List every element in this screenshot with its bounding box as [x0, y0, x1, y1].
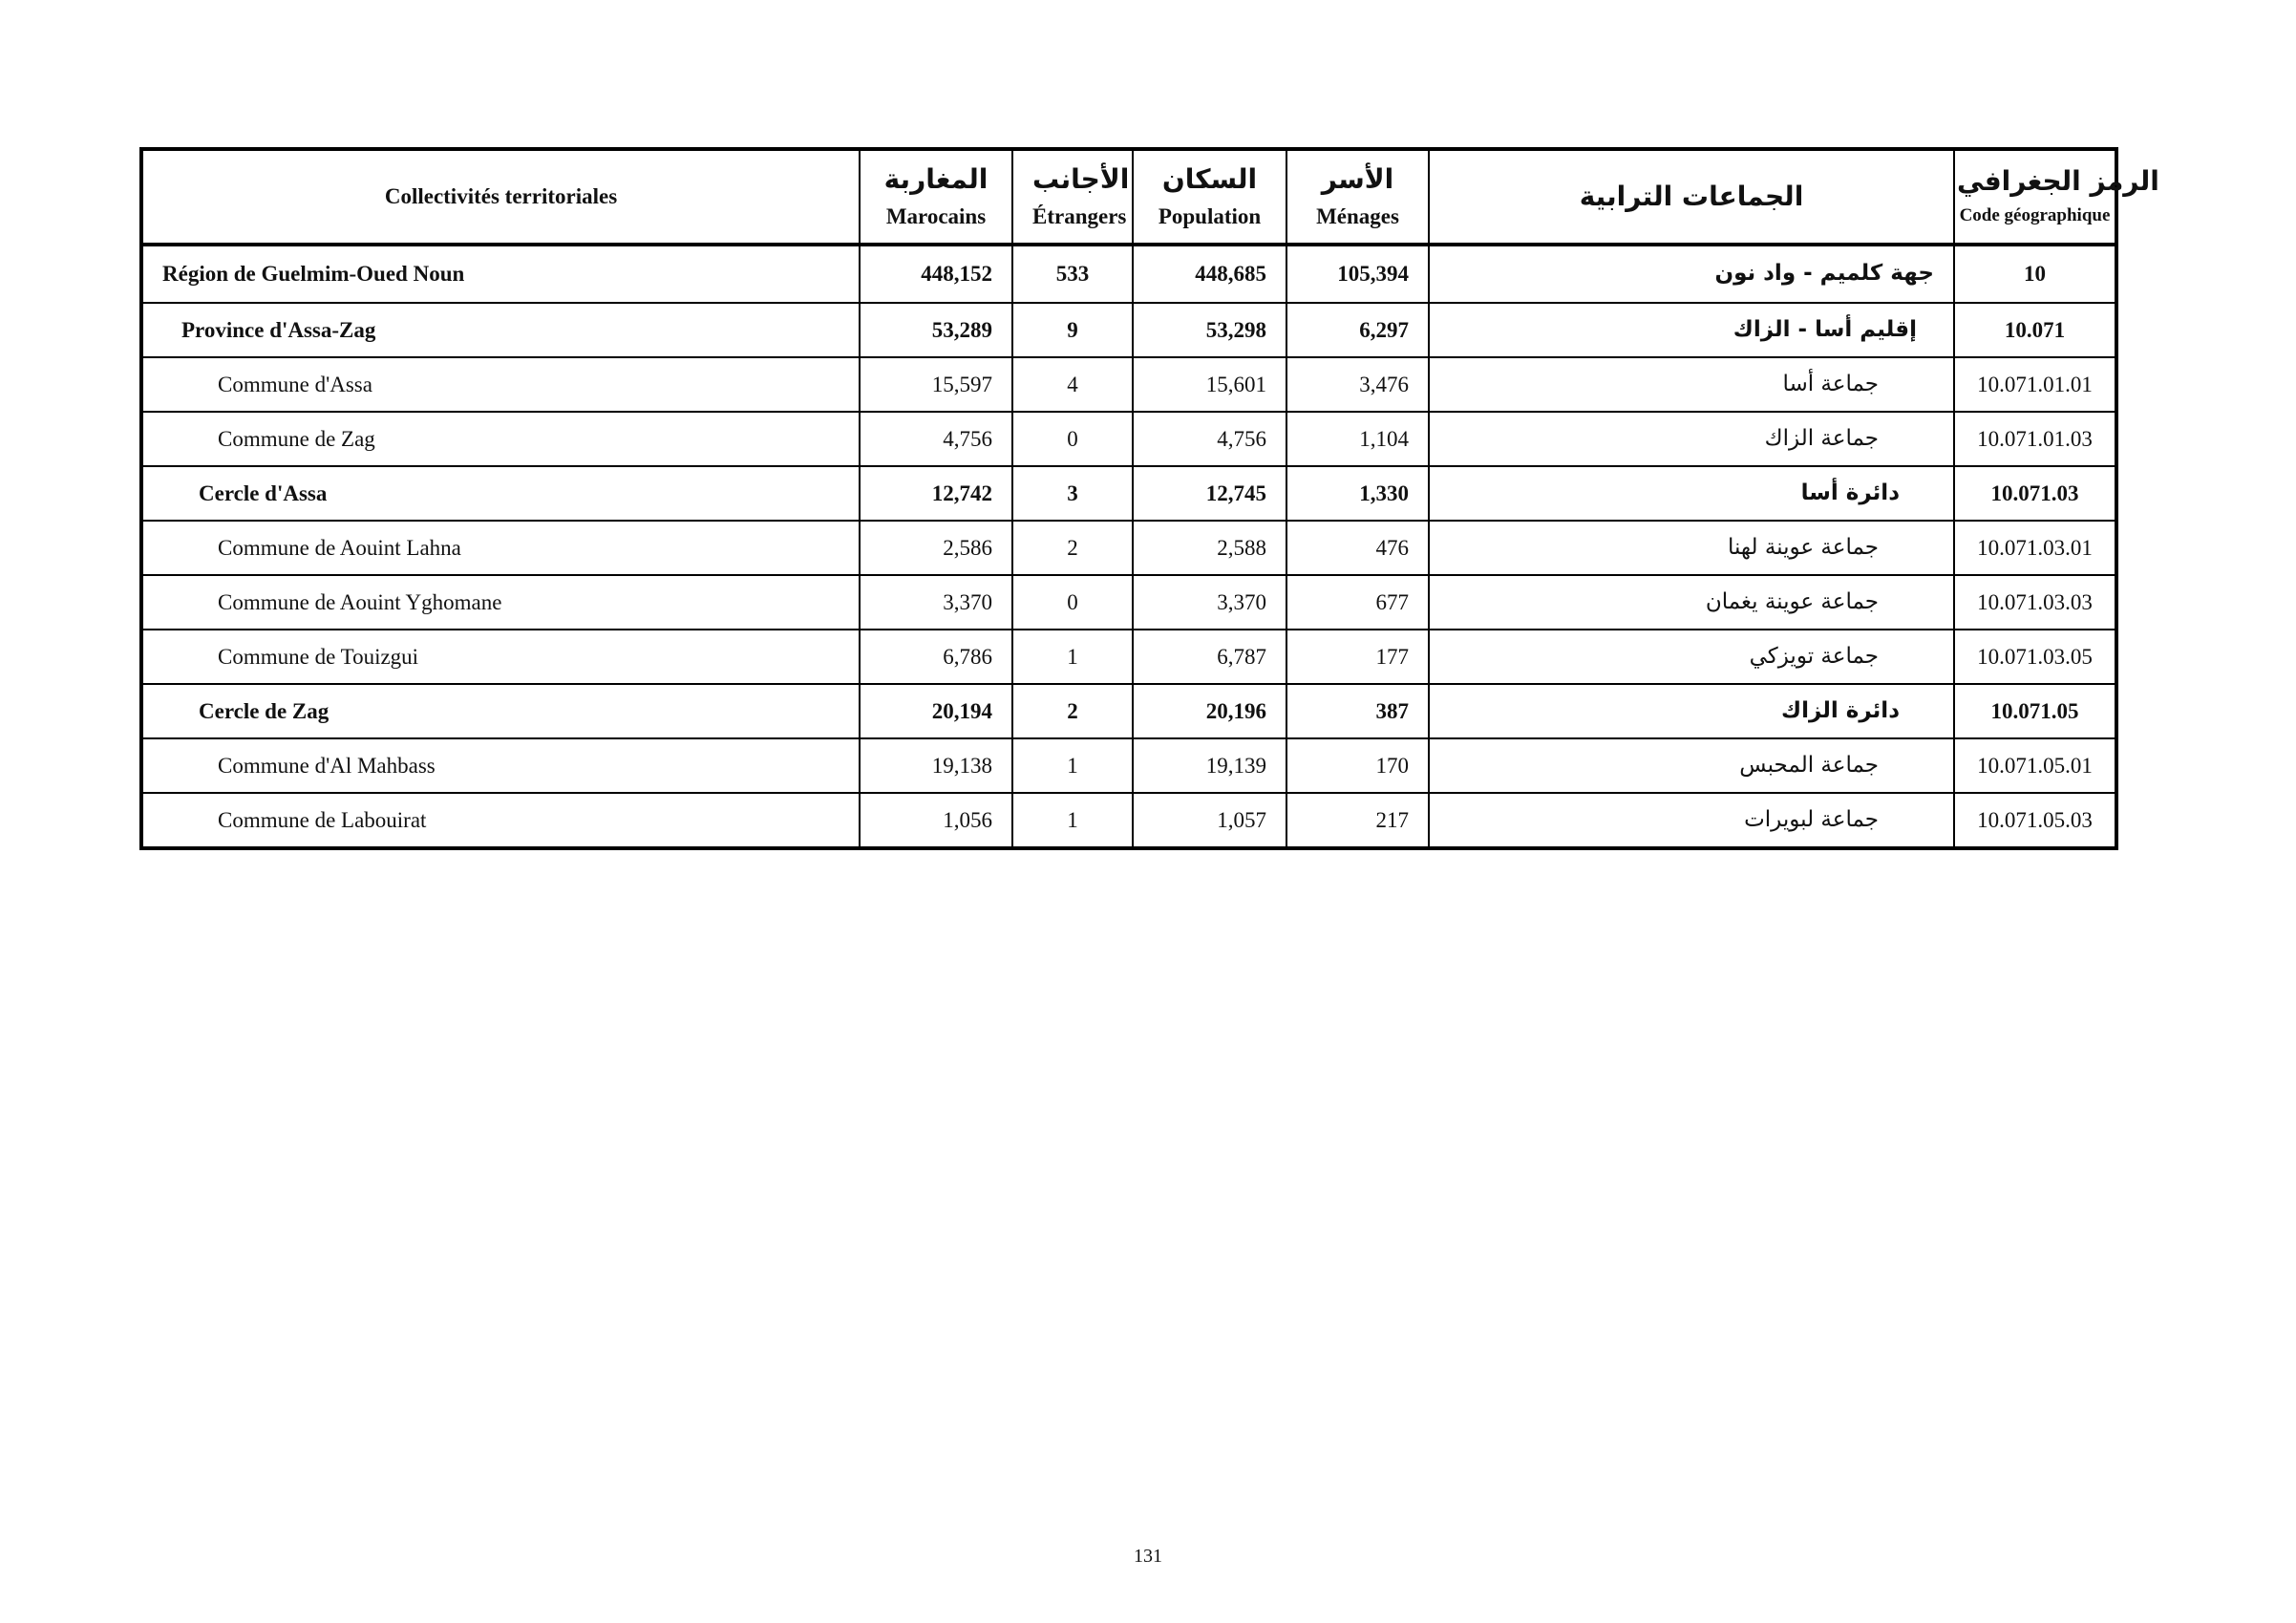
header-etrangers: [1012, 149, 1133, 245]
row-etrangers: 3: [1012, 466, 1133, 521]
table-row: [141, 521, 2116, 575]
row-population: 4,756: [1133, 412, 1286, 466]
row-name-ar: جماعة عوينة يغمان: [1429, 575, 1954, 630]
row-etrangers: 1: [1012, 738, 1133, 793]
header-code-ar: الرمز الجغرافي: [1957, 165, 2159, 198]
row-menages: 177: [1286, 630, 1429, 684]
row-code: 10.071.05.03: [1954, 793, 2116, 848]
row-population: 1,057: [1133, 793, 1286, 848]
header-collectivites: Collectivités territoriales: [141, 149, 860, 245]
population-table: [139, 147, 2159, 850]
row-code: 10: [1954, 245, 2116, 303]
row-marocains: 12,742: [860, 466, 1012, 521]
table-row: [141, 303, 2116, 357]
table-row: [141, 466, 2116, 521]
header-marocains-ar: المغاربة: [883, 162, 989, 195]
row-marocains: 448,152: [860, 245, 1012, 303]
header-marocains-fr: Marocains: [885, 203, 987, 228]
row-etrangers: 0: [1012, 575, 1133, 630]
row-name: Cercle de Zag: [141, 684, 860, 738]
row-population: 12,745: [1133, 466, 1286, 521]
header-code-fr: Code géographique: [1959, 204, 2111, 225]
row-code: 10.071.05.01: [1954, 738, 2116, 793]
row-marocains: 2,586: [860, 521, 1012, 575]
row-population: 3,370: [1133, 575, 1286, 630]
row-etrangers: 2: [1012, 684, 1133, 738]
row-menages: 170: [1286, 738, 1429, 793]
row-marocains: 1,056: [860, 793, 1012, 848]
table-row: [141, 793, 2116, 848]
row-name: Commune de Aouint Lahna: [141, 521, 860, 575]
header-marocains: [860, 149, 1012, 245]
row-etrangers: 4: [1012, 357, 1133, 412]
row-etrangers: 0: [1012, 412, 1133, 466]
row-etrangers: 533: [1012, 245, 1133, 303]
table-row: [141, 412, 2116, 466]
header-population-ar: السكان: [1161, 162, 1258, 195]
table-header-row: [141, 149, 2116, 245]
row-name-ar: جماعة عوينة لهنا: [1429, 521, 1954, 575]
header-menages-fr: Ménages: [1316, 203, 1399, 228]
row-name: Commune de Zag: [141, 412, 860, 466]
header-menages-ar: الأسر: [1321, 162, 1394, 195]
row-etrangers: 1: [1012, 630, 1133, 684]
row-name: Commune d'Al Mahbass: [141, 738, 860, 793]
row-name-ar: جماعة الزاك: [1429, 412, 1954, 466]
row-marocains: 20,194: [860, 684, 1012, 738]
row-code: 10.071.05: [1954, 684, 2116, 738]
row-population: 6,787: [1133, 630, 1286, 684]
table-row: [141, 738, 2116, 793]
header-population: [1133, 149, 1286, 245]
table-row: [141, 630, 2116, 684]
row-code: 10.071.03.05: [1954, 630, 2116, 684]
row-etrangers: 1: [1012, 793, 1133, 848]
row-code: 10.071.01.03: [1954, 412, 2116, 466]
population-table-container: [139, 147, 2159, 850]
row-code: 10.071: [1954, 303, 2116, 357]
row-menages: 105,394: [1286, 245, 1429, 303]
row-name: Région de Guelmim-Oued Noun: [141, 245, 860, 303]
row-name: Province d'Assa-Zag: [141, 303, 860, 357]
row-name-ar: دائرة الزاك: [1429, 684, 1954, 738]
page-number: 131: [1134, 1546, 1162, 1567]
row-name-ar: جماعة المحبس: [1429, 738, 1954, 793]
table-row: [141, 357, 2116, 412]
row-code: 10.071.03.03: [1954, 575, 2116, 630]
row-name-ar: إقليم أسا - الزاك: [1429, 303, 1954, 357]
header-code: [1954, 149, 2159, 245]
header-menages: [1286, 149, 1429, 245]
table-row: [141, 245, 2116, 303]
table-row: [141, 684, 2116, 738]
row-marocains: 6,786: [860, 630, 1012, 684]
header-population-fr: Population: [1158, 203, 1262, 228]
row-marocains: 15,597: [860, 357, 1012, 412]
row-etrangers: 9: [1012, 303, 1133, 357]
row-menages: 476: [1286, 521, 1429, 575]
row-population: 2,588: [1133, 521, 1286, 575]
row-code: 10.071.03: [1954, 466, 2116, 521]
row-etrangers: 2: [1012, 521, 1133, 575]
row-menages: 217: [1286, 793, 1429, 848]
header-jamaat-ar: الجماعات الترابية: [1429, 149, 1954, 245]
row-marocains: 19,138: [860, 738, 1012, 793]
row-name-ar: دائرة أسا: [1429, 466, 1954, 521]
row-menages: 387: [1286, 684, 1429, 738]
row-name-ar: جماعة تويزكي: [1429, 630, 1954, 684]
row-code: 10.071.01.01: [1954, 357, 2116, 412]
row-population: 20,196: [1133, 684, 1286, 738]
row-menages: 677: [1286, 575, 1429, 630]
row-population: 448,685: [1133, 245, 1286, 303]
row-name-ar: جهة كلميم - واد نون: [1429, 245, 1954, 303]
row-population: 19,139: [1133, 738, 1286, 793]
row-marocains: 53,289: [860, 303, 1012, 357]
row-menages: 6,297: [1286, 303, 1429, 357]
header-etrangers-fr: Étrangers: [1032, 203, 1127, 228]
row-name: Cercle d'Assa: [141, 466, 860, 521]
row-code: 10.071.03.01: [1954, 521, 2116, 575]
row-population: 15,601: [1133, 357, 1286, 412]
table-row: [141, 575, 2116, 630]
row-menages: 1,104: [1286, 412, 1429, 466]
row-name-ar: جماعة لبويرات: [1429, 793, 1954, 848]
row-name: Commune de Labouirat: [141, 793, 860, 848]
row-marocains: 3,370: [860, 575, 1012, 630]
row-menages: 3,476: [1286, 357, 1429, 412]
row-name: Commune de Aouint Yghomane: [141, 575, 860, 630]
row-name: Commune d'Assa: [141, 357, 860, 412]
row-name-ar: جماعة أسا: [1429, 357, 1954, 412]
row-name: Commune de Touizgui: [141, 630, 860, 684]
row-marocains: 4,756: [860, 412, 1012, 466]
row-menages: 1,330: [1286, 466, 1429, 521]
row-population: 53,298: [1133, 303, 1286, 357]
header-etrangers-ar: الأجانب: [1032, 162, 1130, 195]
